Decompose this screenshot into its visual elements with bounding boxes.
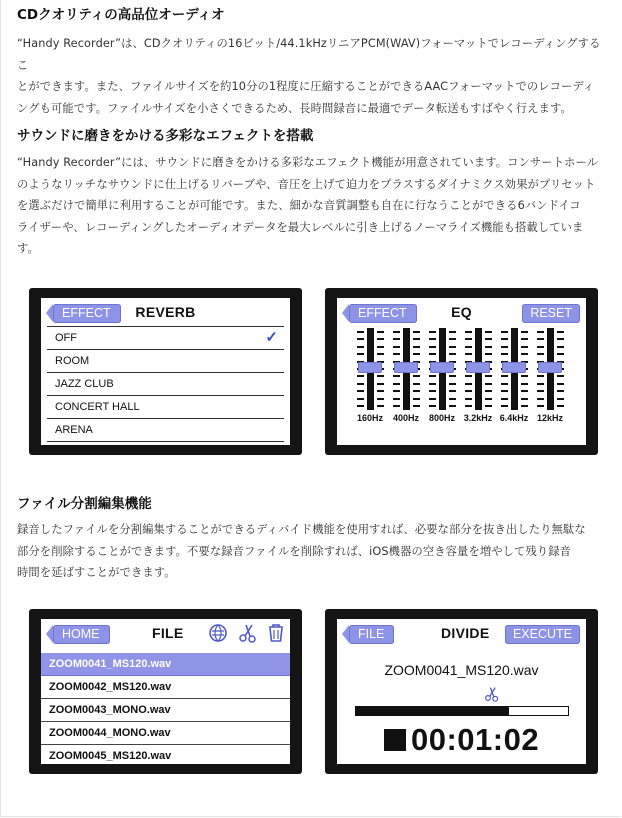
- reverb-list: [47, 326, 284, 442]
- eq-tick: [357, 398, 364, 400]
- file-screenshot: [29, 609, 302, 774]
- divide-screenshot: [325, 609, 598, 774]
- section-body-effects: [17, 152, 607, 260]
- eq-tick: [449, 375, 456, 377]
- checkmark-icon: ✓: [265, 329, 278, 346]
- eq-slider-knob[interactable]: [358, 362, 382, 373]
- file-header: [41, 619, 290, 649]
- eq-tick: [557, 375, 564, 377]
- file-screen: [41, 619, 290, 764]
- eq-tick: [537, 331, 544, 333]
- eq-tick: [393, 405, 400, 407]
- eq-tick: [501, 338, 508, 340]
- divide-filename: ZOOM0041_MS120.wav: [384, 662, 539, 678]
- eq-tick: [413, 390, 420, 392]
- eq-slider[interactable]: [391, 328, 421, 410]
- eq-tick: [485, 353, 492, 355]
- eq-tick: [557, 346, 564, 348]
- stop-icon: [384, 729, 406, 751]
- eq-band-label: 3.2kHz: [463, 413, 493, 423]
- eq-tick: [357, 405, 364, 407]
- file-row[interactable]: ZOOM0042_MS120.wav: [41, 676, 290, 699]
- eq-tick: [521, 383, 528, 385]
- file-row[interactable]: ZOOM0043_MONO.wav: [41, 699, 290, 722]
- reverb-item-concert-hall[interactable]: [47, 395, 284, 418]
- eq-band-label: 12kHz: [536, 413, 563, 423]
- scissors-icon: [484, 685, 500, 708]
- file-row[interactable]: ZOOM0045_MS120.wav: [41, 745, 290, 764]
- eq-tick: [501, 383, 508, 385]
- eq-tick: [393, 398, 400, 400]
- eq-band-label: 160Hz: [356, 413, 383, 423]
- eq-slider[interactable]: [499, 328, 529, 410]
- eq-tick: [393, 338, 400, 340]
- reverb-screen: [41, 298, 290, 445]
- eq-tick: [357, 353, 364, 355]
- text-line: 時間を延ばすことができます。: [17, 566, 176, 579]
- eq-tick: [377, 390, 384, 392]
- eq-tick: [393, 346, 400, 348]
- eq-tick: [357, 331, 364, 333]
- eq-tick: [449, 353, 456, 355]
- list-item-label: CONCERT HALL: [55, 401, 140, 413]
- time-readout: 00:01:02: [411, 722, 540, 757]
- eq-tick: [377, 375, 384, 377]
- divide-header: [337, 619, 586, 649]
- list-item-label: ROOM: [55, 355, 90, 367]
- eq-tick: [557, 398, 564, 400]
- eq-tick: [377, 353, 384, 355]
- eq-tick: [557, 331, 564, 333]
- divide-progress-track[interactable]: [355, 706, 569, 716]
- eq-tick: [413, 405, 420, 407]
- eq-tick: [413, 346, 420, 348]
- divide-timecode: [384, 722, 539, 758]
- effect-back-button[interactable]: EFFECT: [349, 304, 417, 323]
- eq-slider[interactable]: [355, 328, 385, 410]
- section-body-cd-quality: [17, 33, 607, 119]
- eq-tick: [485, 338, 492, 340]
- eq-tick: [413, 375, 420, 377]
- text-line: 録音したファイルを分割編集することができるディバイド機能を使用すれば、必要な部分を抜き出したり無駄な: [17, 523, 586, 536]
- eq-tick: [521, 346, 528, 348]
- text-line: を選ぶだけで簡単に利用することが可能です。また、細かな音質調整も自在に行なうことができる6バンドイコ: [17, 199, 581, 212]
- eq-tick: [465, 383, 472, 385]
- file-back-button[interactable]: FILE: [349, 625, 394, 644]
- eq-tick: [413, 398, 420, 400]
- reverb-header: [41, 298, 290, 328]
- list-item-label: JAZZ CLUB: [55, 378, 114, 390]
- divide-title: DIVIDE: [441, 625, 490, 641]
- share-icon[interactable]: [208, 623, 228, 647]
- home-back-button[interactable]: HOME: [53, 625, 110, 644]
- eq-tick: [557, 390, 564, 392]
- eq-tick: [557, 383, 564, 385]
- eq-slider-knob[interactable]: [502, 362, 526, 373]
- eq-tick: [377, 383, 384, 385]
- eq-tick: [501, 398, 508, 400]
- eq-tick: [537, 405, 544, 407]
- eq-tick: [521, 375, 528, 377]
- eq-tick: [413, 353, 420, 355]
- eq-tick: [429, 375, 436, 377]
- eq-tick: [521, 390, 528, 392]
- eq-tick: [357, 390, 364, 392]
- reverb-title: REVERB: [135, 304, 196, 320]
- file-list: [41, 653, 290, 764]
- eq-tick: [357, 338, 364, 340]
- eq-band-label: 6.4kHz: [499, 413, 529, 423]
- eq-screenshot: [325, 288, 598, 455]
- eq-tick: [501, 331, 508, 333]
- eq-tick: [537, 353, 544, 355]
- eq-tick: [465, 390, 472, 392]
- eq-tick: [465, 338, 472, 340]
- eq-band-label: 400Hz: [392, 413, 419, 423]
- eq-slider-knob[interactable]: [394, 362, 418, 373]
- file-title: FILE: [152, 625, 184, 641]
- text-line: “Handy Recorder”は、CDクオリティの16ビット/44.1kHzリニアPCM(WAV)フォーマットでレコーディングするこ: [17, 37, 601, 72]
- eq-tick: [557, 353, 564, 355]
- reverb-item-arena[interactable]: [47, 418, 284, 442]
- eq-tick: [485, 331, 492, 333]
- eq-tick: [429, 338, 436, 340]
- eq-slider[interactable]: [427, 328, 457, 410]
- eq-tick: [357, 375, 364, 377]
- eq-title: EQ: [451, 304, 472, 320]
- eq-tick: [429, 398, 436, 400]
- eq-tick: [357, 383, 364, 385]
- eq-tick: [449, 390, 456, 392]
- eq-tick: [465, 331, 472, 333]
- eq-tick: [485, 398, 492, 400]
- eq-tick: [465, 375, 472, 377]
- eq-tick: [429, 353, 436, 355]
- eq-tick: [485, 390, 492, 392]
- eq-slider-knob[interactable]: [466, 362, 490, 373]
- section-heading-cd-quality: CDクオリティの高品位オーディオ: [17, 7, 225, 23]
- eq-tick: [537, 338, 544, 340]
- eq-tick: [521, 405, 528, 407]
- eq-tick: [377, 331, 384, 333]
- eq-tick: [377, 346, 384, 348]
- eq-tick: [465, 398, 472, 400]
- text-line: のようなリッチなサウンドに仕上げるリバーブや、音圧を上げて迫力をプラスするダイナミクス効果がプリセット: [17, 177, 596, 191]
- eq-tick: [521, 338, 528, 340]
- section-heading-file-divide: ファイル分割編集機能: [17, 496, 152, 512]
- eq-tick: [449, 338, 456, 340]
- eq-tick: [465, 346, 472, 348]
- eq-tick: [557, 405, 564, 407]
- reverb-item-off[interactable]: [47, 326, 284, 349]
- eq-tick: [501, 375, 508, 377]
- eq-tick: [521, 331, 528, 333]
- eq-slider-knob[interactable]: [430, 362, 454, 373]
- text-line: とができます。また、ファイルサイズを約10分の1程度に圧縮することができるAACフォーマットでのレコーディ: [17, 80, 595, 93]
- file-row-selected[interactable]: ZOOM0041_MS120.wav: [41, 653, 290, 676]
- text-line: “Handy Recorder”には、サウンドに磨きをかける多彩なエフェクト機能が用意されています。コンサートホール: [17, 156, 599, 169]
- eq-slider[interactable]: [535, 328, 565, 410]
- eq-tick: [537, 375, 544, 377]
- list-item-label: ARENA: [55, 424, 93, 436]
- eq-tick: [537, 383, 544, 385]
- eq-tick: [449, 346, 456, 348]
- eq-tick: [377, 405, 384, 407]
- eq-header: [337, 298, 586, 328]
- execute-button[interactable]: EXECUTE: [505, 625, 580, 644]
- scissors-icon[interactable]: [238, 623, 258, 647]
- eq-slider-knob[interactable]: [538, 362, 562, 373]
- eq-tick: [377, 338, 384, 340]
- eq-tick: [429, 346, 436, 348]
- eq-tick: [465, 405, 472, 407]
- eq-tick: [521, 398, 528, 400]
- eq-tick: [357, 346, 364, 348]
- eq-band-label: 800Hz: [428, 413, 455, 423]
- eq-tick: [485, 383, 492, 385]
- eq-tick: [413, 383, 420, 385]
- eq-tick: [465, 353, 472, 355]
- eq-tick: [429, 390, 436, 392]
- eq-slider[interactable]: [463, 328, 493, 410]
- eq-tick: [501, 353, 508, 355]
- eq-tick: [485, 375, 492, 377]
- eq-tick: [413, 331, 420, 333]
- trash-icon[interactable]: [267, 623, 285, 647]
- list-item-label: OFF: [55, 332, 77, 344]
- eq-screen: [337, 298, 586, 445]
- eq-tick: [501, 405, 508, 407]
- eq-tick: [393, 375, 400, 377]
- text-line: す。: [17, 242, 39, 255]
- eq-tick: [413, 338, 420, 340]
- eq-tick: [449, 405, 456, 407]
- eq-tick: [393, 390, 400, 392]
- reverb-screenshot: [29, 288, 302, 455]
- eq-tick: [485, 346, 492, 348]
- eq-tick: [449, 331, 456, 333]
- eq-tick: [393, 383, 400, 385]
- reverb-item-room[interactable]: [47, 349, 284, 372]
- eq-tick: [429, 383, 436, 385]
- eq-tick: [501, 390, 508, 392]
- reset-button[interactable]: RESET: [522, 304, 580, 323]
- eq-tick: [521, 353, 528, 355]
- eq-tick: [537, 398, 544, 400]
- divide-progress-fill: [356, 707, 509, 715]
- file-row[interactable]: ZOOM0044_MONO.wav: [41, 722, 290, 745]
- eq-tick: [449, 383, 456, 385]
- text-line: ングも可能です。ファイルサイズを小さくできるため、長時間録音に最適でデータ転送もすばやく行えます。: [17, 101, 572, 115]
- eq-tick: [393, 353, 400, 355]
- eq-tick: [429, 331, 436, 333]
- eq-tick: [501, 346, 508, 348]
- section-body-file-divide: [17, 519, 607, 584]
- eq-tick: [449, 398, 456, 400]
- eq-tick: [429, 405, 436, 407]
- section-heading-effects: サウンドに磨きをかける多彩なエフェクトを搭載: [17, 128, 314, 144]
- divide-screen: [337, 619, 586, 764]
- text-line: 部分を削除することができます。不要な録音ファイルを削除すれば、iOS機器の空き容量を増やして残り録音: [17, 544, 572, 558]
- reverb-item-jazz-club[interactable]: [47, 372, 284, 395]
- eq-tick: [537, 390, 544, 392]
- effect-back-button[interactable]: EFFECT: [53, 304, 121, 323]
- eq-tick: [377, 398, 384, 400]
- eq-tick: [537, 346, 544, 348]
- eq-tick: [393, 331, 400, 333]
- eq-tick: [557, 338, 564, 340]
- eq-tick: [485, 405, 492, 407]
- text-line: ライザーや、レコーディングしたオーディオデータを最大レベルに引き上げるノーマライズ機能も搭載していま: [17, 220, 584, 234]
